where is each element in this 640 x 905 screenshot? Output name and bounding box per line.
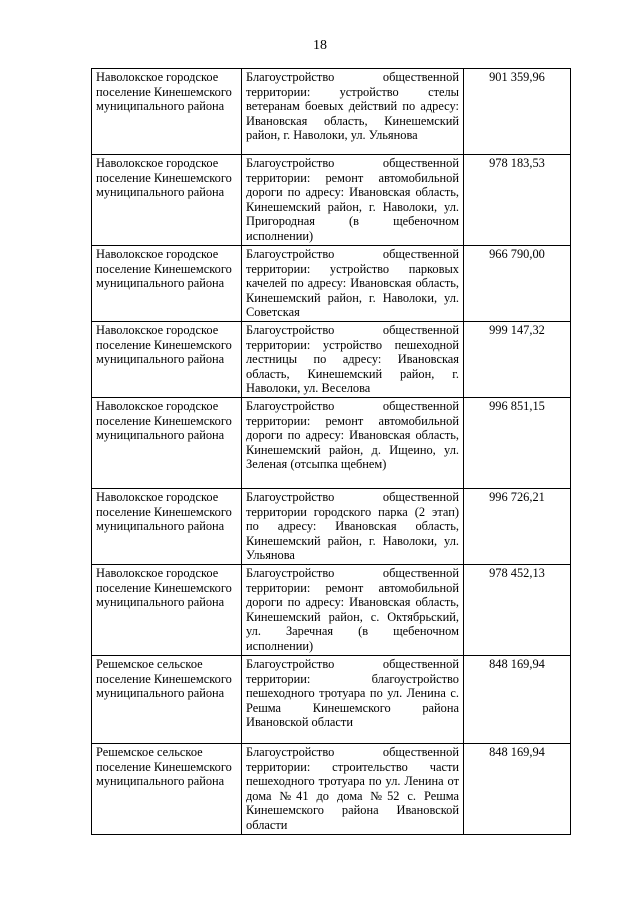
amount-cell: 848 169,94 <box>464 743 571 834</box>
table-row <box>92 743 571 834</box>
municipality-cell: Решемское сельское поселение Кинешемского муниципального района <box>92 743 242 834</box>
table-row <box>92 655 571 743</box>
description-cell: Благоустройство общественной территории: ремонт автомобильной дороги по адресу: Ивановская область, Кинешемский район, д. Ищеино, ул. Зеленая (отсыпка щебнем) <box>242 397 464 488</box>
amount-cell: 996 851,15 <box>464 397 571 488</box>
description-cell: Благоустройство общественной территории: ремонт автомобильной дороги по адресу: Ивановская область, Кинешемский район, г. Наволоки, ул. Пригородная (в щебеночном исполнении) <box>242 155 464 246</box>
table-row <box>92 564 571 655</box>
description-cell: Благоустройство общественной территории: устройство парковых качелей по адресу: Ивановская область, Кинешемский район, г. Наволоки, ул. Советская <box>242 246 464 322</box>
description-cell: Благоустройство общественной территории: строительство части пешеходного тротуара по ул. Ленина от дома №41 до дома №52 с. Решма Кинешемского района Ивановской области <box>242 743 464 834</box>
municipality-cell: Наволокское городское поселение Кинешемского муниципального района <box>92 321 242 397</box>
amount-cell: 978 183,53 <box>464 155 571 246</box>
municipality-cell: Наволокское городское поселение Кинешемского муниципального района <box>92 155 242 246</box>
table-row <box>92 397 571 488</box>
description-cell: Благоустройство общественной территории: устройство пешеходной лестницы по адресу: Ивановская область, Кинешемский район, г. Наволоки, ул. Веселова <box>242 321 464 397</box>
municipality-cell: Наволокское городское поселение Кинешемского муниципального района <box>92 397 242 488</box>
amount-cell: 999 147,32 <box>464 321 571 397</box>
table-row <box>92 69 571 155</box>
page-number: 18 <box>313 38 327 53</box>
municipality-cell: Наволокское городское поселение Кинешемского муниципального района <box>92 488 242 564</box>
description-cell: Благоустройство общественной территории городского парка (2 этап) по адресу: Ивановская область, Кинешемский район, г. Наволоки, ул. Ульянова <box>242 488 464 564</box>
description-cell: Благоустройство общественной территории: ремонт автомобильной дороги по адресу: Ивановская область, Кинешемский район, с. Октябрьский, ул. Заречная (в щебеночном исполнении) <box>242 564 464 655</box>
municipality-cell: Наволокское городское поселение Кинешемского муниципального района <box>92 69 242 155</box>
description-cell: Благоустройство общественной территории: устройство стелы ветеранам боевых действий по адресу: Ивановская область, Кинешемский район, г. Наволоки, ул. Ульянова <box>242 69 464 155</box>
table-row <box>92 246 571 322</box>
amount-cell: 901 359,96 <box>464 69 571 155</box>
municipality-cell: Наволокское городское поселение Кинешемского муниципального района <box>92 246 242 322</box>
table-row <box>92 155 571 246</box>
description-cell: Благоустройство общественной территории: благоустройство пешеходного тротуара по ул. Ленина с. Решма Кинешемского района Ивановской области <box>242 655 464 743</box>
table-row <box>92 321 571 397</box>
amount-cell: 996 726,21 <box>464 488 571 564</box>
budget-table <box>91 68 571 835</box>
amount-cell: 966 790,00 <box>464 246 571 322</box>
municipality-cell: Решемское сельское поселение Кинешемского муниципального района <box>92 655 242 743</box>
amount-cell: 978 452,13 <box>464 564 571 655</box>
municipality-cell: Наволокское городское поселение Кинешемского муниципального района <box>92 564 242 655</box>
table-row <box>92 488 571 564</box>
amount-cell: 848 169,94 <box>464 655 571 743</box>
